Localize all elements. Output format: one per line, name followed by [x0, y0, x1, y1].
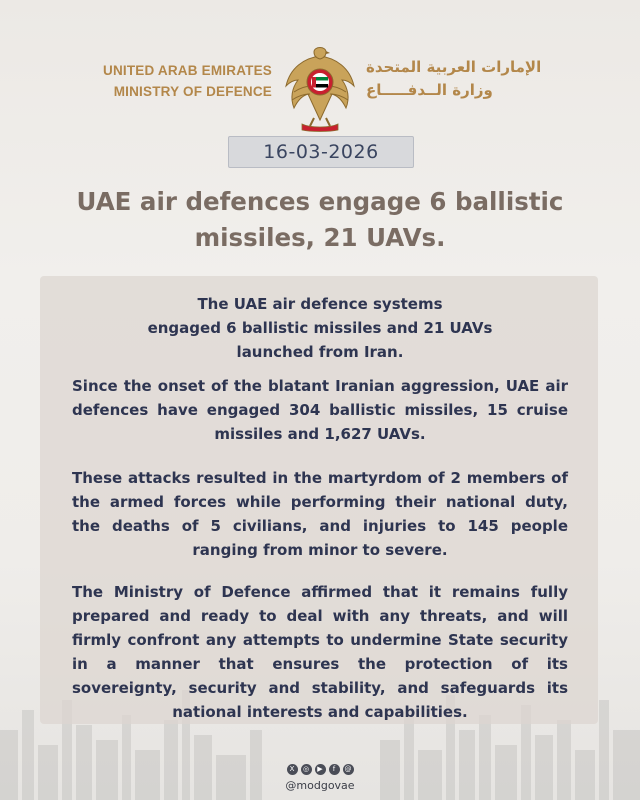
summary-line-1: The UAE air defence systems — [197, 295, 443, 313]
ministry-name-english — [96, 60, 272, 102]
headline-line-1: UAE air defences engage 6 ballistic — [76, 187, 564, 216]
social-handle[interactable]: @modgovae — [285, 779, 355, 792]
summary-line-3: launched from Iran. — [236, 343, 404, 361]
paragraph-totals: Since the onset of the blatant Iranian aggression, UAE air defences have engaged 304 ballistic missiles, 15 cruise missiles and 1,627 UAVs. — [72, 377, 568, 443]
paragraph-casualties: These attacks resulted in the martyrdom of 2 members of the armed forces while performing their national duty, the deaths of 5 civilians, and injuries to 145 people ranging from minor to severe. — [72, 469, 568, 559]
instagram-icon[interactable]: ◎ — [301, 764, 312, 775]
youtube-icon[interactable]: ▶ — [315, 764, 326, 775]
headline-line-2: missiles, 21 UAVs. — [194, 223, 446, 252]
english-ministry-name: MINISTRY OF DEFENCE — [113, 84, 272, 99]
facebook-icon[interactable]: f — [329, 764, 340, 775]
english-country-name: UNITED ARAB EMIRATES — [103, 63, 272, 78]
uae-falcon-emblem-icon — [280, 42, 360, 132]
ministry-header — [0, 42, 640, 132]
x-icon[interactable]: X — [287, 764, 298, 775]
threads-icon[interactable]: @ — [344, 765, 352, 773]
social-icons — [285, 764, 355, 778]
headline — [40, 184, 600, 256]
summary-line-2: engaged 6 ballistic missiles and 21 UAVs — [147, 319, 493, 337]
arabic-ministry-name: وزارة الــدفـــــاع — [366, 81, 493, 99]
paragraph-summary — [72, 292, 568, 364]
ministry-name-arabic — [366, 56, 556, 102]
date-badge: 16-03-2026 — [228, 136, 414, 168]
paragraph-ministry-statement: The Ministry of Defence affirmed that it remains fully prepared and ready to deal with any threats, and will firmly confront any attempts to undermine State security in a manner that ensures the protection of its sovereignty, security and stability, and safeguards its national interests and capabilities. — [72, 583, 568, 721]
arabic-country-name: الإمارات العربية المتحدة — [366, 58, 542, 76]
